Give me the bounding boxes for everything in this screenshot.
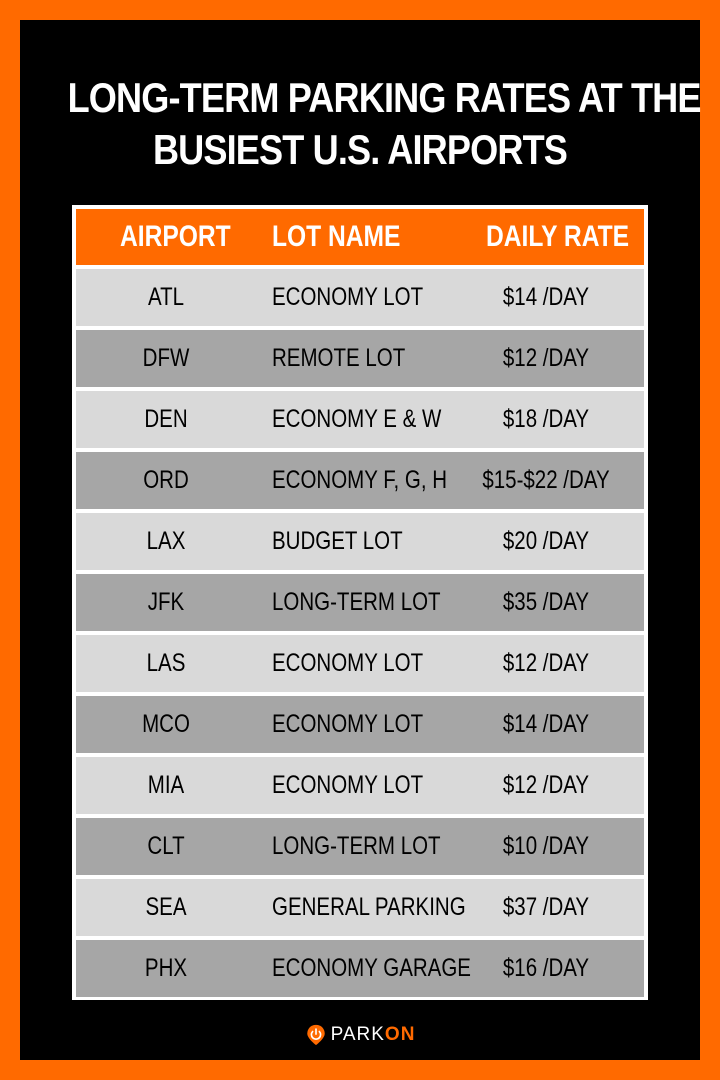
airport-cell: ATL [147,283,185,311]
daily-rate-cell: $14 /DAY [502,710,590,738]
lot-name-cell: BUDGET LOT [272,527,403,555]
header-daily-rate: DAILY RATE [486,220,630,253]
table-row [76,269,644,326]
table-row [76,513,644,570]
daily-rate-cell: $35 /DAY [502,588,590,616]
lot-name-cell: LONG-TERM LOT [272,832,441,860]
daily-rate-cell: $16 /DAY [502,954,590,982]
lot-name-cell: GENERAL PARKING [272,893,466,921]
brand-park: PARK [330,1024,385,1045]
table-row [76,940,644,997]
table-row [76,452,644,509]
lot-name-cell: ECONOMY LOT [272,283,424,311]
lot-name-cell: LONG-TERM LOT [272,588,441,616]
page-title [67,72,701,176]
table-row [76,757,644,814]
daily-rate-cell: $18 /DAY [502,405,590,433]
table-row [76,818,644,875]
header-airport: AIRPORT [120,220,231,253]
daily-rate-cell: $12 /DAY [502,771,590,799]
daily-rate-cell: $37 /DAY [502,893,590,921]
airport-cell: DEN [144,405,188,433]
table-row [76,574,644,631]
poster-frame [20,20,700,1060]
lot-name-cell: ECONOMY E & W [272,405,442,433]
airport-cell: PHX [144,954,188,982]
table-row [76,879,644,936]
daily-rate-cell: $10 /DAY [502,832,590,860]
brand-name [331,1024,416,1046]
lot-name-cell: ECONOMY F, G, H [272,466,448,494]
airport-cell: LAX [146,527,186,555]
title-line-2: BUSIEST U.S. AIRPORTS [152,126,568,173]
airport-cell: JFK [147,588,185,616]
brand-on: ON [384,1024,416,1045]
table-row [76,391,644,448]
table-header [76,209,644,265]
airport-cell: DFW [142,344,190,372]
title-line-1: LONG-TERM PARKING RATES AT THE [67,74,701,121]
lot-name-cell: ECONOMY GARAGE [272,954,471,982]
table-row [76,696,644,753]
daily-rate-cell: $15-$22 /DAY [482,466,610,494]
table-row [76,330,644,387]
airport-cell: ORD [143,466,189,494]
airport-cell: MIA [147,771,185,799]
parkon-logo [20,1020,700,1050]
location-pin-power-icon [305,1024,327,1046]
daily-rate-cell: $12 /DAY [502,344,590,372]
table-row [76,635,644,692]
daily-rate-cell: $20 /DAY [502,527,590,555]
lot-name-cell: REMOTE LOT [272,344,406,372]
header-lot-name: LOT NAME [272,220,401,253]
lot-name-cell: ECONOMY LOT [272,710,424,738]
airport-cell: MCO [142,710,190,738]
airport-cell: SEA [145,893,187,921]
daily-rate-cell: $14 /DAY [502,283,590,311]
daily-rate-cell: $12 /DAY [502,649,590,677]
rates-table [72,205,648,1000]
lot-name-cell: ECONOMY LOT [272,649,424,677]
lot-name-cell: ECONOMY LOT [272,771,424,799]
airport-cell: LAS [146,649,186,677]
airport-cell: CLT [147,832,185,860]
